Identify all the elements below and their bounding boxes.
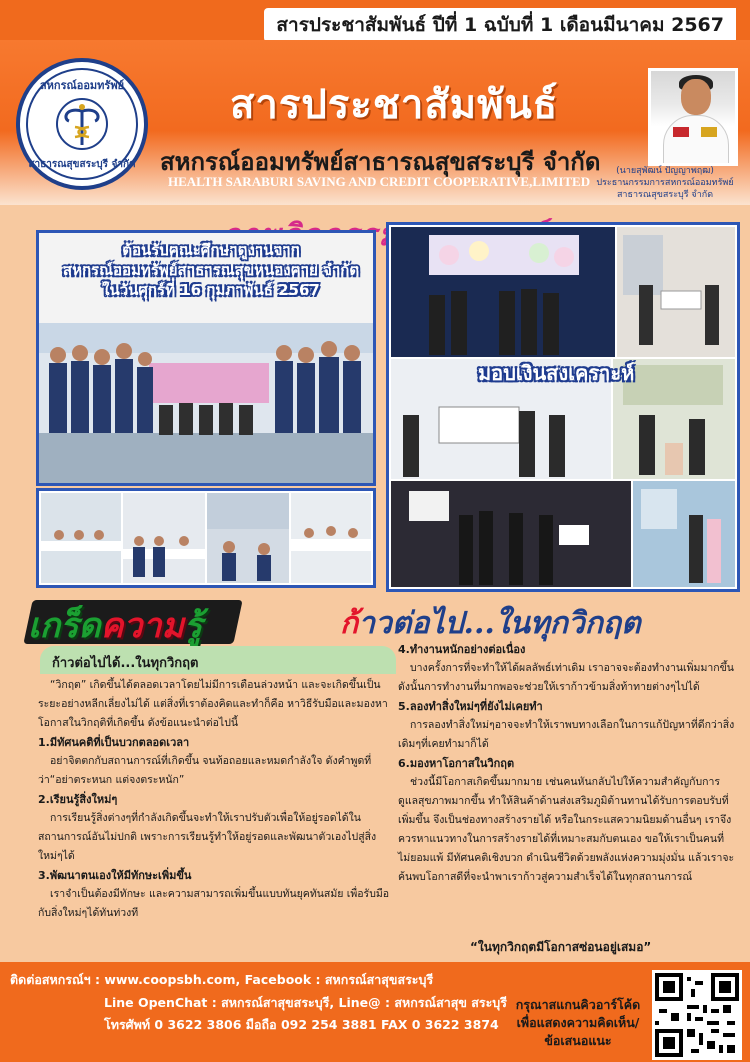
contact-line: Line OpenChat : สหกรณ์สาสุขสระบุรี, Line@ : สหกรณ์สาสุข สระบุรี (104, 995, 507, 1010)
donation-photo-office (617, 227, 735, 357)
knowledge-heading-word-1: เกร็ด (28, 606, 101, 646)
tip-2-heading: 2.เรียนรู้สิ่งใหม่ๆ (38, 793, 118, 806)
article-subtitle: ก้าวต่อไปได้...ในทุกวิกฤต (40, 646, 396, 674)
qr-caption-line-3: ข้อเสนอแนะ (544, 1033, 612, 1048)
contact-phone: โทรศัพท์ 0 3622 3806 มือถือ 092 254 3881 FAX 0 3622 3874 (104, 1017, 499, 1032)
closing-quote: “ในทุกวิกฤตมีโอกาสซ่อนอยู่เสมอ” (470, 940, 652, 954)
issue-line: สารประชาสัมพันธ์ ปีที่ 1 ฉบับที่ 1 เดือนมีนาคม 2567 (264, 8, 736, 42)
article-title-rest: าวต่อไป...ในทุกวิกฤต (358, 606, 641, 641)
meeting-photo-4 (291, 493, 371, 583)
feedback-qr-code[interactable] (652, 970, 742, 1060)
donation-caption: มอบเงินสงเคราะห์ (478, 361, 635, 385)
logo-text-top: สหกรณ์ออมทรัพย์ (39, 79, 125, 92)
article-intro: “วิกฤต” เกิดขึ้นได้ตลอดเวลาโดยไม่มีการเตือนล่วงหน้า และจะเกิดขึ้นเป็นระยะอย่างหลีกเลี่ยงไม่ได้ แต่สิ่งที่เราต้องคิดและทำก็คือ หาวิธีรับมือและมองหาโอกาสในวิกฤติที่เกิดขึ้น ดังข้อแนะนำต่อไปนี้ (38, 679, 388, 729)
tip-4-heading: 4.ทำงานหนักอย่างต่อเนื่อง (398, 643, 526, 656)
tip-3-body: เราจำเป็นต้องมีทักษะ และความสามารถเพิ่มขึ้นแบบทันยุคทันสมัย เพื่อรับมือกับสิ่งใหม่ๆได้ทันท่วงที (38, 888, 390, 919)
donation-photo-funeral (391, 227, 615, 357)
knowledge-heading-word-2: ความ (100, 606, 184, 646)
tip-5-body: การลองทำสิ่งใหม่ๆอาจจะทำให้เราพบทางเลือกในการแก้ปัญหาที่ดีกว่าสิ่งเดิมๆที่เคยทำมาก็ได้ (398, 719, 735, 750)
tip-6-heading: 6.มองหาโอกาสในวิกฤต (398, 757, 515, 770)
newsletter-title: สารประชาสัมพันธ์ (230, 81, 559, 128)
qr-caption (508, 996, 648, 1050)
article-column-left (38, 676, 400, 923)
tip-1-heading: 1.มีทัศนคติที่เป็นบวกตลอดเวลา (38, 736, 190, 749)
article-column-right (398, 640, 736, 887)
knowledge-heading-word-3: รู้ (183, 606, 203, 646)
chairman-portrait (648, 68, 738, 166)
article-title-accent: ก้ (340, 606, 359, 641)
chairman-title-1: ประธานกรรมการสหกรณ์ออมทรัพย์ (596, 178, 734, 188)
coop-logo (16, 58, 148, 190)
tip-4-body: บางครั้งการที่จะทำให้ได้ผลลัพธ์เท่าเดิม เราอาจจะต้องทำงานเพิ่มมากขึ้น ดังนั้นการทำงานที่มากพอจะช่วยให้เราก้าวข้ามสิ่งท้าทายต่างๆไปได้ (398, 662, 734, 693)
visit-caption-line-3: ในวันศุกร์ที่ 16 กุมภาพันธ์ 2567 (102, 281, 320, 299)
logo-text-bottom: สาธารณสุขสระบุรี จำกัด (28, 159, 136, 170)
visit-caption (46, 240, 376, 300)
qr-code-icon (655, 973, 739, 1057)
contact-web: ติดต่อสหกรณ์ฯ : www.coopsbh.com, Facebook : สหกรณ์สาสุขสระบุรี (10, 972, 434, 987)
meeting-photo-2 (123, 493, 205, 583)
knowledge-heading (28, 598, 202, 652)
meeting-thumbnails (36, 488, 376, 588)
meeting-photo-3 (207, 493, 289, 583)
visit-caption-line-1: ต้อนรับคณะศึกษาดูงานจาก (122, 241, 300, 259)
tip-6-body: ช่วงนี้มีโอกาสเกิดขึ้นมากมาย เช่นคนหันกลับไปให้ความสำคัญกับการดูแลสุขภาพมากขึ้น ทำให้สินค้าด้านส่งเสริมภูมิต้านทานได้รับการตอบรับที่เพิ่มขึ้น จึงเป็นช่องทางสร้างรายได้ หรือในกระแสความนิยมด้านอื่นๆ เราจึงควรหาแนวทางในการสร้างรายได้ที่เหมาะสมกับตนเอง ขอให้เราเป็นคนที่ไม่ยอมแพ้ มีทัศนคติเชิงบวก ดำเนินชีวิตด้วยพลังแห่งความมุ่งมั่น แล้วเราจะค้นพบโอกาสดีที่จะนำพาเราก้าวสู่ความสำเร็จได้ในทุกสถานการณ์ (398, 776, 735, 883)
chairman-name: (นายสุพัฒน์ ปัญญาพฤฒ) (616, 166, 714, 176)
chairman-title-2: สาธารณสุขสระบุรี จำกัด (616, 190, 714, 200)
org-name-en: HEALTH SARABURI SAVING AND CREDIT COOPERATIVE,LIMITED (168, 174, 591, 189)
caduceus-icon (55, 97, 109, 151)
chairman-caption (590, 165, 740, 201)
tip-5-heading: 5.ลองทำสิ่งใหม่ๆที่ยังไม่เคยทำ (398, 700, 543, 713)
visit-caption-line-2: สหกรณ์ออมทรัพย์สาธารณสุขหนองคาย จำกัด (62, 261, 360, 279)
photo-panel-donation (386, 222, 740, 592)
donation-photo-ceremony (391, 481, 631, 587)
qr-caption-line-2: เพื่อแสดงความคิดเห็น/ (516, 1015, 640, 1030)
tip-3-heading: 3.พัฒนาตนเองให้มีทักษะเพิ่มขึ้น (38, 869, 192, 882)
qr-caption-line-1: กรุณาสแกนคิวอาร์โค้ด (515, 997, 641, 1012)
org-name-th: สหกรณ์ออมทรัพย์สาธารณสุขสระบุรี จำกัด (160, 148, 601, 176)
tip-1-body: อย่าจิตตกกับสถานการณ์ที่เกิดขึ้น จนท้อถอยและหมดกำลังใจ ดังคำพูดที่ว่า“อย่าตระหนก แต่จงตระหนัก” (38, 755, 372, 786)
tip-2-body: การเรียนรู้สิ่งต่างๆที่กำลังเกิดขึ้นจะทำให้เราปรับตัวเพื่อให้อยู่รอดได้ในสถานการณ์อันไม่ปกติ เพราะการเรียนรู้ทำให้อยู่รอดและพัฒนาตัวเองไปสู่สิ่งใหม่ๆได้ (38, 812, 377, 862)
donation-photo-clinic (633, 481, 735, 587)
meeting-photo-1 (41, 493, 121, 583)
